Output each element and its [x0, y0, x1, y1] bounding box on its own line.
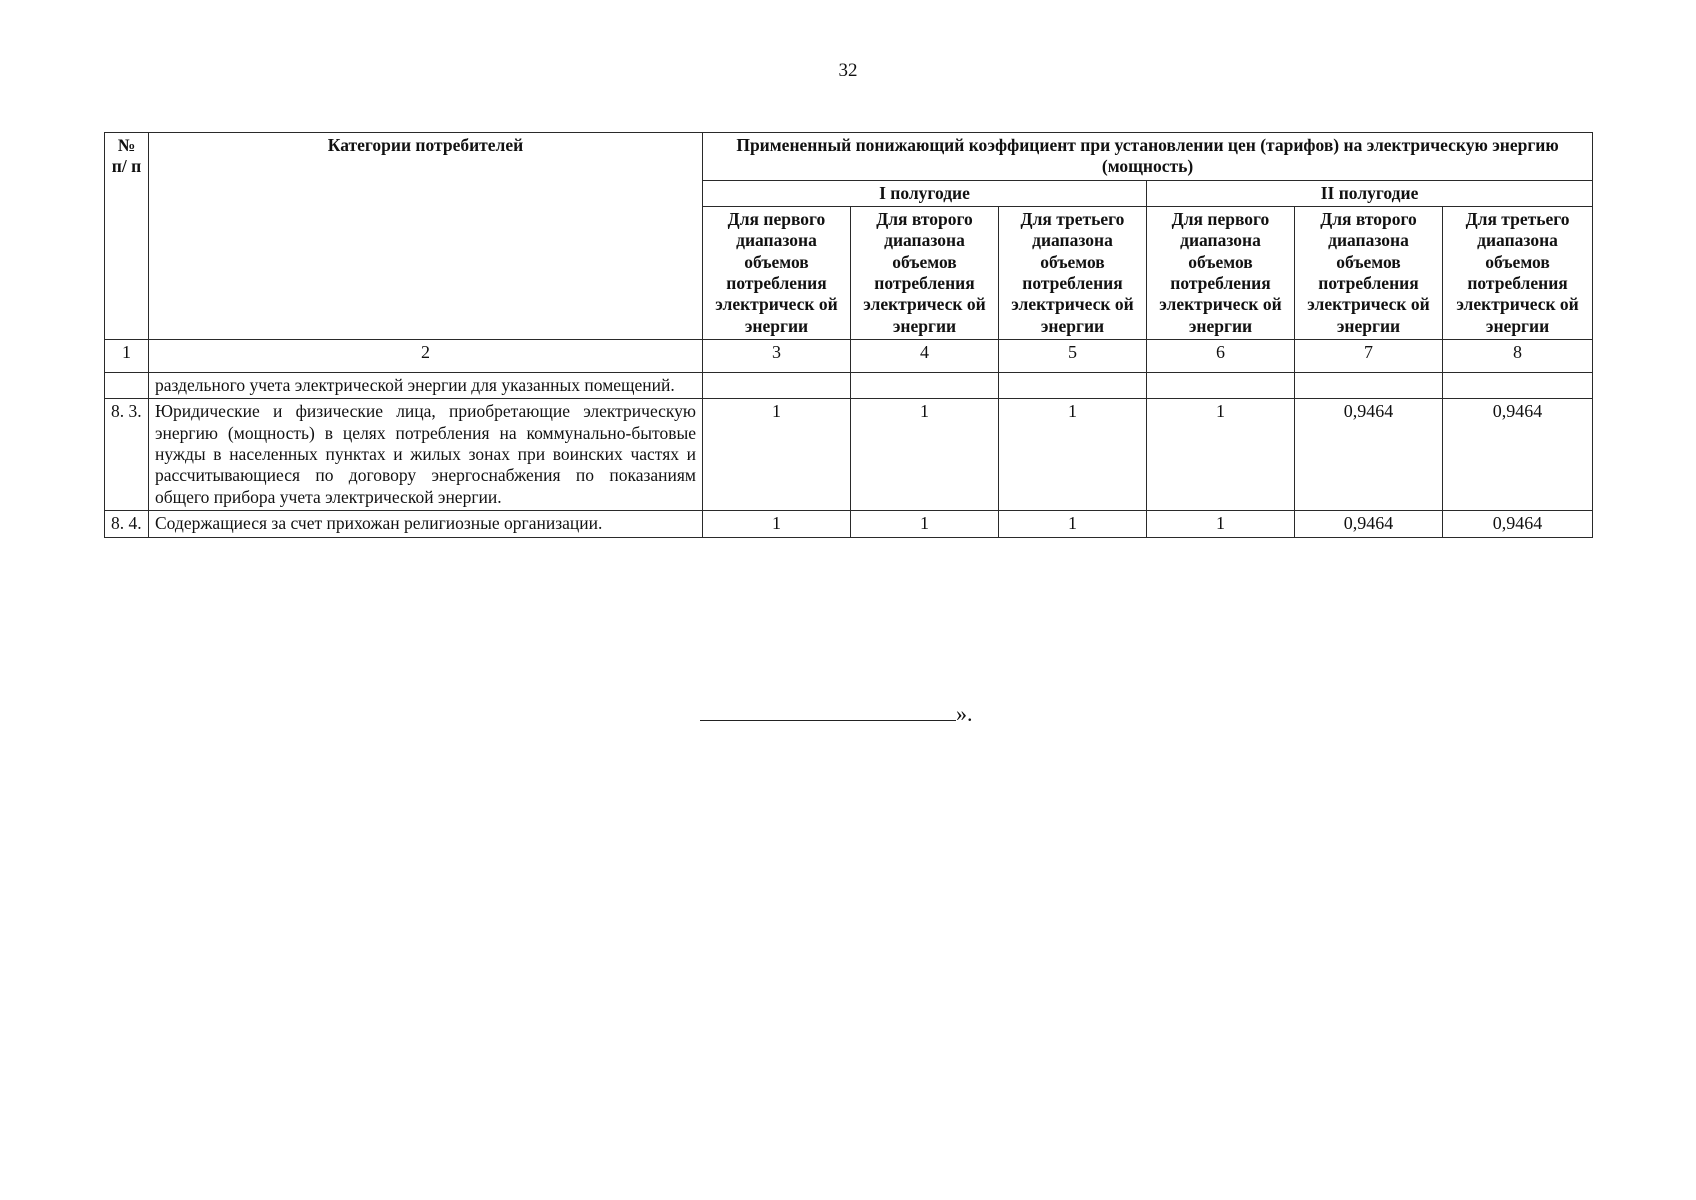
row-value	[1147, 373, 1295, 399]
row-value	[851, 373, 999, 399]
column-index: 2	[149, 340, 703, 373]
column-index-row	[105, 340, 1593, 373]
closing-mark: ».	[956, 701, 973, 726]
column-index: 4	[851, 340, 999, 373]
row-value: 1	[703, 399, 851, 511]
row-value: 1	[851, 399, 999, 511]
column-index: 8	[1443, 340, 1593, 373]
header-category: Категории потребителей	[149, 133, 703, 340]
table-row	[105, 511, 1593, 538]
row-value: 1	[851, 511, 999, 538]
header-half-2: II полугодие	[1147, 180, 1593, 206]
row-number: 8. 4.	[105, 511, 149, 538]
row-value: 0,9464	[1443, 399, 1593, 511]
header-half-1: I полугодие	[703, 180, 1147, 206]
header-coefficient-group: Примененный понижающий коэффициент при установлении цен (тарифов) на электрическую энергию (мощность)	[703, 133, 1593, 181]
row-value: 1	[999, 399, 1147, 511]
row-value	[703, 373, 851, 399]
column-index: 6	[1147, 340, 1295, 373]
row-value	[1295, 373, 1443, 399]
header-range-2-h1: Для второго диапазона объемов потребления электрическ ой энергии	[851, 207, 999, 340]
row-number: 8. 3.	[105, 399, 149, 511]
row-value: 1	[1147, 511, 1295, 538]
header-range-3-h1: Для третьего диапазона объемов потребления электрическ ой энергии	[999, 207, 1147, 340]
closing-underline	[700, 700, 956, 721]
column-index: 5	[999, 340, 1147, 373]
row-value	[1443, 373, 1593, 399]
column-index: 1	[105, 340, 149, 373]
row-value: 1	[703, 511, 851, 538]
row-value: 0,9464	[1443, 511, 1593, 538]
page-number: 32	[838, 60, 858, 81]
row-category: раздельного учета электрической энергии для указанных помещений.	[149, 373, 703, 399]
row-category: Юридические и физические лица, приобретающие электрическую энергию (мощность) в целях потребления на коммунально-бытовые нужды в населенных пунктах и жилых зонах при воинских частях и рассчитывающиеся по договору энергоснабжения по показаниям общего прибора учета электрической энергии.	[149, 399, 703, 511]
row-value	[999, 373, 1147, 399]
tariff-coefficient-table	[104, 132, 1593, 538]
row-value: 0,9464	[1295, 399, 1443, 511]
column-index: 7	[1295, 340, 1443, 373]
table-row	[105, 399, 1593, 511]
row-category: Содержащиеся за счет прихожан религиозные организации.	[149, 511, 703, 538]
row-value: 1	[1147, 399, 1295, 511]
table-row	[105, 373, 1593, 399]
row-value: 1	[999, 511, 1147, 538]
header-range-1-h2: Для первого диапазона объемов потребления электрическ ой энергии	[1147, 207, 1295, 340]
header-range-2-h2: Для второго диапазона объемов потребления электрическ ой энергии	[1295, 207, 1443, 340]
column-index: 3	[703, 340, 851, 373]
row-number	[105, 373, 149, 399]
closing-quote	[700, 700, 973, 727]
header-number: № п/ п	[105, 133, 149, 340]
header-range-3-h2: Для третьего диапазона объемов потребления электрическ ой энергии	[1443, 207, 1593, 340]
header-range-1-h1: Для первого диапазона объемов потребления электрическ ой энергии	[703, 207, 851, 340]
row-value: 0,9464	[1295, 511, 1443, 538]
